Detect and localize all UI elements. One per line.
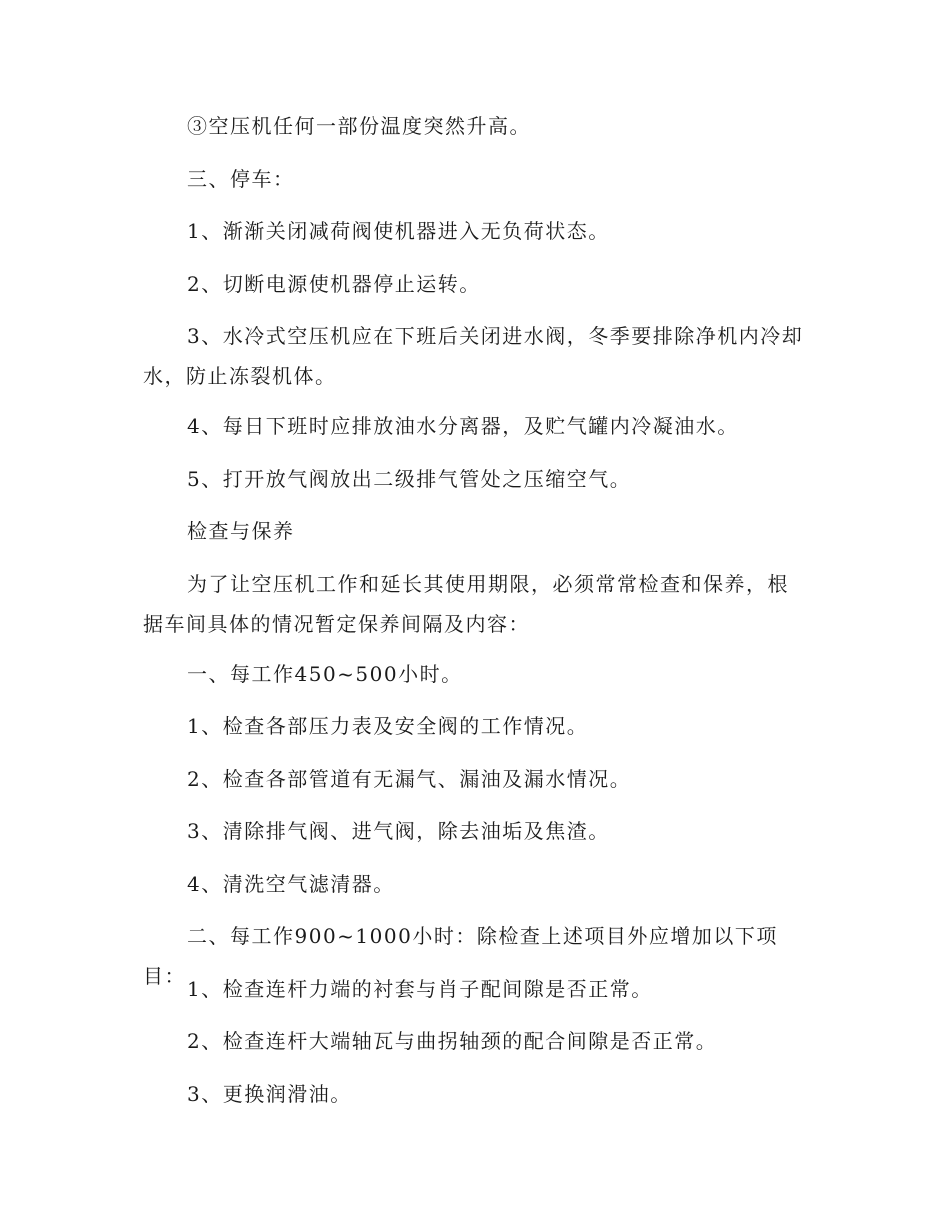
paragraph: 3、水冷式空压机应在下班后关闭进水阀，冬季要排除净机内冷却水，防止冻裂机体。: [143, 324, 804, 388]
section-heading: 二、每工作900~1000小时：除检查上述项目外应增加以下项目：: [143, 924, 778, 988]
paragraph: 4、每日下班时应排放油水分离器，及贮气罐内冷凝油水。: [187, 414, 739, 438]
paragraph: 2、检查连杆大端轴瓦与曲拐轴颈的配合间隙是否正常。: [187, 1029, 718, 1053]
paragraph: 3、更换润滑油。: [187, 1082, 352, 1106]
section-heading: 检查与保养: [187, 519, 295, 543]
paragraph: 2、切断电源使机器停止运转。: [187, 272, 481, 296]
section-heading: 三、停车：: [187, 167, 295, 191]
paragraph: 1、检查连杆力端的衬套与肖子配间隙是否正常。: [187, 977, 653, 1001]
paragraph: 2、检查各部管道有无漏气、漏油及漏水情况。: [187, 767, 632, 791]
section-heading: 一、每工作450~500小时。: [187, 662, 463, 686]
paragraph: 1、检查各部压力表及安全阀的工作情况。: [187, 714, 589, 738]
paragraph: ③空压机任何一部份温度突然升高。: [187, 114, 531, 138]
paragraph: 3、清除排气阀、进气阀，除去油垢及焦渣。: [187, 819, 610, 843]
paragraph: 5、打开放气阀放出二级排气管处之压缩空气。: [187, 467, 632, 491]
paragraph: 为了让空压机工作和延长其使用期限，必须常常检查和保养，根据车间具体的情况暂定保养间隔及内容：: [143, 572, 789, 636]
paragraph: 4、清洗空气滤清器。: [187, 872, 395, 896]
paragraph: 1、渐渐关闭减荷阀使机器进入无负荷状态。: [187, 219, 610, 243]
